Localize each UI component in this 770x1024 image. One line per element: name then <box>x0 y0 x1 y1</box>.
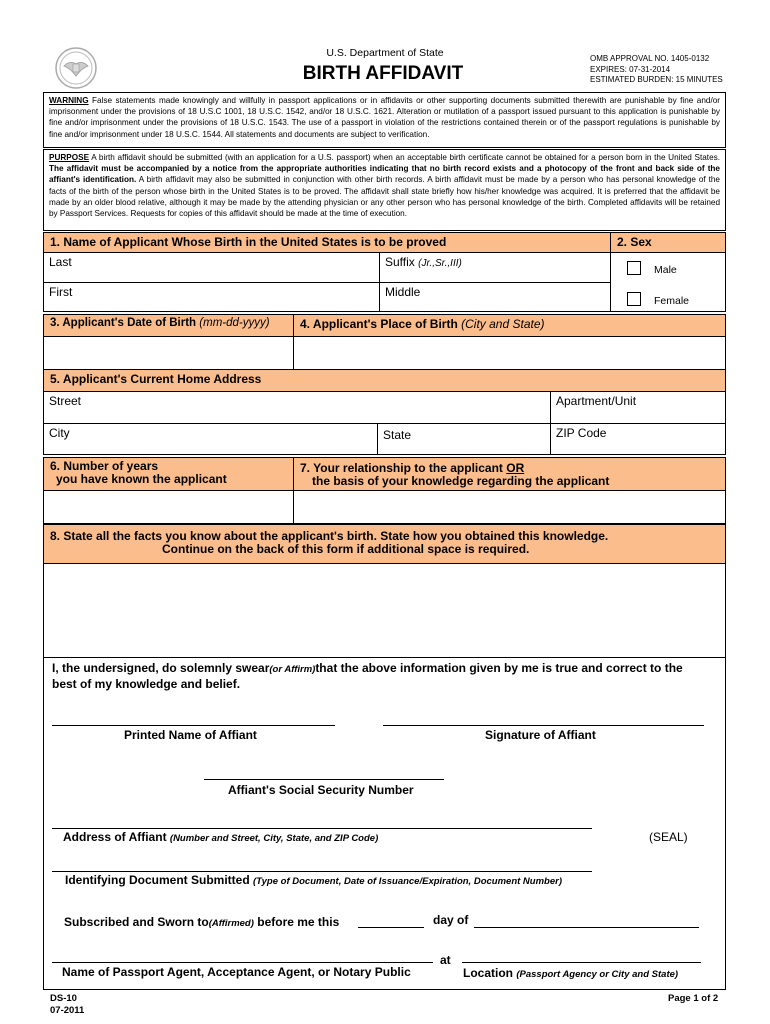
id-document-title: Identifying Document Submitted <box>65 873 250 887</box>
section-3-hint: (mm-dd-yyyy) <box>199 317 270 329</box>
sworn-affirmed: (Affirmed) <box>208 918 254 929</box>
location-title: Location <box>463 966 513 980</box>
purpose-text-2: A birth affidavit may also be submitted in conjunction with other birth records. A birth affidavit must be made by a person who has personal knowledge of the facts of the birth of the person whose birth in the United States is to be proved. The affidavit shall state briefly how his/her knowledge was acquired. It is preferred that the affidavit be made by an older blood relative, although it may be made by the attending physician or any other person who has personal knowledge of the birth. Completed affidavits will be retained by Passport Services. Requests for copies of this affidavit should be made at the time of execution. <box>49 175 720 219</box>
location-hint: (Passport Agency or City and State) <box>516 969 679 980</box>
state-field[interactable] <box>377 423 551 455</box>
purpose-text-1: A birth affidavit should be submitted (with an application for a U.S. passport) when an acceptable birth certificate cannot be obtained for a person born in the United States. <box>89 153 720 162</box>
agent-name-line[interactable] <box>52 962 433 963</box>
section-4-header <box>293 314 726 337</box>
oath-part-2: that the above information given by me is true and correct to the <box>315 661 683 675</box>
id-document-line[interactable] <box>52 871 592 872</box>
warning-label: WARNING <box>49 96 89 105</box>
section-7-line-2: the basis of your knowledge regarding the applicant <box>312 474 610 488</box>
section-4-title: 4. Applicant's Place of Birth <box>300 317 458 331</box>
male-checkbox[interactable] <box>627 261 641 275</box>
oath-statement <box>52 661 722 691</box>
zip-label: ZIP Code <box>556 426 607 440</box>
suffix-label: Suffix <box>385 255 415 269</box>
day-of-label: day of <box>433 913 469 927</box>
at-label: at <box>440 953 451 967</box>
first-name-field[interactable] <box>43 282 380 312</box>
agent-name-label: Name of Passport Agent, Acceptance Agent, or Notary Public <box>62 965 411 979</box>
purpose-bold-text: The affidavit must be accompanied by a notice from the appropriate authorities indicating that no birth record exists and a photocopy of the front and back side of the affiant's identification. <box>49 164 720 185</box>
page-number: Page 1 of 2 <box>668 993 719 1004</box>
sworn-part-1: Subscribed and Sworn to <box>64 915 209 929</box>
apartment-label: Apartment/Unit <box>556 394 637 408</box>
middle-name-field[interactable] <box>379 282 611 312</box>
section-3-title: 3. Applicant's Date of Birth <box>50 317 197 329</box>
male-label: Male <box>654 264 677 276</box>
section-6-line-1: 6. Number of years <box>50 459 159 473</box>
address-title: Address of Affiant <box>63 830 167 844</box>
warning-box <box>43 92 726 148</box>
female-checkbox[interactable] <box>627 292 641 306</box>
oath-part-3: best of my knowledge and belief. <box>52 677 241 691</box>
purpose-label: PURPOSE <box>49 153 90 162</box>
section-6-header <box>43 457 294 491</box>
section-7-header <box>293 457 726 491</box>
sworn-part-2: before me this <box>257 915 340 929</box>
oath-part-1: I, the undersigned, do solemnly swear <box>52 661 270 675</box>
years-known-field[interactable] <box>43 490 294 524</box>
apartment-field[interactable] <box>550 391 726 424</box>
signature-line[interactable] <box>383 725 704 726</box>
ssn-line[interactable] <box>204 779 444 780</box>
section-7-or: OR <box>506 461 525 475</box>
section-5-header: 5. Applicant's Current Home Address <box>43 369 726 392</box>
middle-name-label: Middle <box>385 285 421 299</box>
section-4-hint: (City and State) <box>461 317 545 331</box>
state-label: State <box>383 428 412 442</box>
omb-approval: OMB APPROVAL NO. 1405-0132 <box>590 54 710 63</box>
last-name-field[interactable] <box>43 252 380 283</box>
section-8-line-2: Continue on the back of this form if additional space is required. <box>162 542 530 556</box>
omb-burden: ESTIMATED BURDEN: 15 MINUTES <box>590 75 723 84</box>
address-hint: (Number and Street, City, State, and ZIP Code) <box>169 833 379 844</box>
oath-box <box>43 657 726 990</box>
section-3-header <box>43 314 294 337</box>
signature-label: Signature of Affiant <box>485 728 596 742</box>
id-document-label <box>65 873 562 887</box>
sworn-statement <box>64 915 339 929</box>
day-line[interactable] <box>358 927 424 928</box>
id-document-hint: (Type of Document, Date of Issuance/Expiration, Document Number) <box>253 876 562 887</box>
first-name-label: First <box>49 285 73 299</box>
suffix-field[interactable] <box>379 252 611 283</box>
form-number <box>50 993 84 1017</box>
form-date: 07-2011 <box>50 1005 85 1016</box>
oath-affirm: (or Affirm) <box>269 664 316 675</box>
street-field[interactable] <box>43 391 551 424</box>
place-of-birth-field[interactable] <box>293 336 726 370</box>
form-id: DS-10 <box>50 993 77 1004</box>
address-line[interactable] <box>52 828 592 829</box>
seal-label: (SEAL) <box>649 830 688 844</box>
last-name-label: Last <box>49 255 72 269</box>
month-year-line[interactable] <box>474 927 699 928</box>
omb-info <box>590 54 723 86</box>
section-2-header: 2. Sex <box>610 232 726 253</box>
section-6-line-2: you have known the applicant <box>56 472 227 486</box>
section-7-line-1: 7. Your relationship to the applicant <box>300 461 507 475</box>
section-8-line-1: 8. State all the facts you know about the applicant's birth. State how you obtained this knowledge. <box>50 529 609 543</box>
form-title: BIRTH AFFIDAVIT <box>302 63 464 84</box>
suffix-hint: (Jr.,Sr.,III) <box>418 258 462 269</box>
address-label <box>63 830 378 844</box>
purpose-box <box>43 149 726 231</box>
female-label: Female <box>654 295 690 307</box>
city-label: City <box>49 426 70 440</box>
department-name: U.S. Department of State <box>326 47 444 59</box>
printed-name-label: Printed Name of Affiant <box>124 728 257 742</box>
zip-field[interactable] <box>550 423 726 455</box>
section-8-header <box>43 524 726 564</box>
printed-name-line[interactable] <box>52 725 335 726</box>
omb-expires: EXPIRES: 07-31-2014 <box>590 64 671 74</box>
date-of-birth-field[interactable] <box>43 336 294 370</box>
city-field[interactable] <box>43 423 378 455</box>
relationship-field[interactable] <box>293 490 726 524</box>
location-label <box>463 966 678 980</box>
birth-facts-field[interactable] <box>43 563 726 658</box>
location-line[interactable] <box>462 962 701 963</box>
warning-text: False statements made knowingly and willfully in passport applications or in affidavits or other supporting documents submitted therewith are punishable by fine and/or imprisonment under the provisions of 18 U.S.C 1001, 18 U.S.C. 1542, and/or 18 U.S.C. 1621. Alteration or mutilation of a passport issued pursuant to this application is punishable by fine and/or imprisonment under the provisions of 18 U.S.C. 1543. The use of a passport in violation of the restrictions contained therein or of the passport regulations is punishable by fine and/or imprisonment under 18 U.S.C. 1544. All statements and documents are subject to verification. <box>49 96 720 139</box>
ssn-label: Affiant's Social Security Number <box>228 783 414 797</box>
street-label: Street <box>49 394 82 408</box>
section-1-header: 1. Name of Applicant Whose Birth in the United States is to be proved <box>43 232 611 253</box>
